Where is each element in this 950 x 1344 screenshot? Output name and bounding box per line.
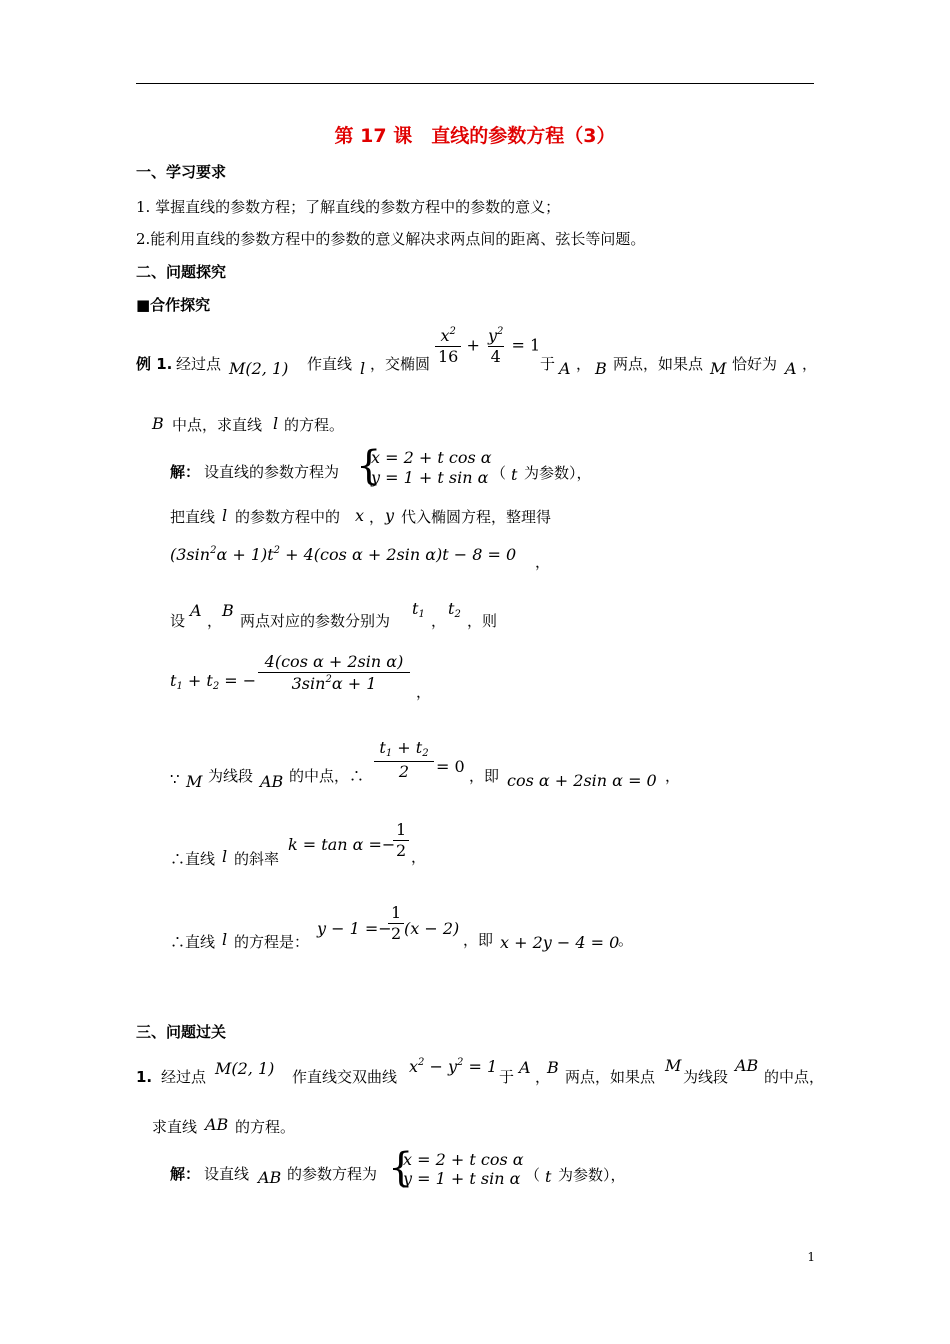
question-text: 经过点 xyxy=(161,1068,207,1086)
question-text: 两点，如果点 xyxy=(565,1068,656,1086)
question-number: 1. xyxy=(136,1068,153,1086)
solution-text: ，则 xyxy=(467,612,498,630)
math-var: B xyxy=(547,1058,559,1077)
math-var: B xyxy=(595,359,607,378)
punct: ， xyxy=(369,508,385,526)
math-point-m: M(2, 1) xyxy=(215,1059,275,1078)
math-var: A xyxy=(190,601,202,620)
question-text: 于 xyxy=(499,1068,515,1086)
sum-fraction: $\frac{\text{4(cos α + 2sin α)}}{3\sin^2\alpha + 1}$ xyxy=(258,654,410,692)
page-number: 1 xyxy=(807,1250,815,1264)
punct: ， xyxy=(416,683,432,701)
solution-text: 为线段 xyxy=(208,767,254,785)
example-text: 于 xyxy=(540,355,556,373)
param-eq-y: y = 1 + t sin α xyxy=(371,468,489,487)
math-var: B xyxy=(152,414,164,433)
math-result: cos α + 2sin α = 0 xyxy=(507,771,657,790)
math-point-m: M(2, 1) xyxy=(229,359,289,378)
requirement-item-1: 1. 掌握直线的参数方程；了解直线的参数方程中的参数的意义； xyxy=(136,198,561,216)
solution-text: 为参数）， xyxy=(524,464,592,482)
solution-label: 解： xyxy=(170,463,201,481)
math-var: t xyxy=(511,465,518,484)
math-var: A xyxy=(559,359,571,378)
example-text: 经过点 xyxy=(176,355,222,373)
slope-equation: k = tan α =− xyxy=(288,835,396,854)
subsection-heading: ■合作探究 xyxy=(136,296,211,314)
punct: ， xyxy=(411,848,427,866)
math-var: l xyxy=(360,359,366,378)
question-text: 作直线交双曲线 xyxy=(292,1068,398,1086)
midpoint-fraction: $\frac{t_1 + t_2}{2}$ xyxy=(374,740,434,780)
solution-text: 代入椭圆方程，整理得 xyxy=(401,508,552,526)
system-brace: { xyxy=(356,443,382,489)
solution-text: 的斜率 xyxy=(234,850,280,868)
header-rule xyxy=(136,83,814,84)
math-var: A xyxy=(785,359,797,378)
sum-lhs: $t_1 + t_2$ = − xyxy=(170,671,257,692)
solution-text: 设直线的参数方程为 xyxy=(204,463,340,481)
solution-text: 设直线 xyxy=(204,1165,250,1183)
math-var: AB xyxy=(205,1115,229,1134)
punct: ， xyxy=(576,355,592,373)
solution-text: ∴直线 xyxy=(170,850,216,868)
solution-text: 把直线 xyxy=(170,508,216,526)
system-brace: { xyxy=(388,1145,414,1191)
line-equation-fraction: $\frac{1}{2}$ xyxy=(388,905,404,942)
solution-text: 的参数方程为 xyxy=(287,1165,378,1183)
solution-text: ，即 xyxy=(463,931,494,949)
math-var: M xyxy=(186,772,203,791)
page-title: 第 17 课 直线的参数方程（3） xyxy=(334,125,616,147)
section-heading-1: 一、学习要求 xyxy=(136,163,227,181)
section-heading-2: 二、问题探究 xyxy=(136,263,227,281)
quadratic-equation: $(3\sin^2\alpha + 1)t^2 + 4(\cos$ α + 2sin α)t − 8 = 0 xyxy=(170,545,517,564)
math-var: A xyxy=(519,1058,531,1077)
punct: ， xyxy=(535,553,551,571)
question-text: 求直线 xyxy=(152,1118,198,1136)
line-equation-result: x + 2y − 4 = 0 xyxy=(500,933,620,952)
punct: 。 xyxy=(618,931,634,949)
example-label: 例 1. xyxy=(136,355,173,373)
math-var: B xyxy=(222,601,234,620)
because-symbol: ∵ xyxy=(170,770,180,788)
solution-text: （ xyxy=(525,1166,541,1184)
solution-text: （ xyxy=(491,464,507,482)
example-text: 作直线 xyxy=(307,355,353,373)
math-eq: = 0 xyxy=(436,757,465,776)
solution-text: 为参数）， xyxy=(558,1166,626,1184)
param-eq-y: y = 1 + t sin α xyxy=(403,1169,521,1188)
math-var: y xyxy=(385,506,395,525)
solution-text: 的中点，∴ xyxy=(289,767,365,785)
math-var: AB xyxy=(258,1168,282,1187)
example-text: 的方程。 xyxy=(284,416,345,434)
math-var: l xyxy=(273,414,279,433)
punct: ， xyxy=(535,1068,551,1086)
solution-label: 解： xyxy=(170,1165,201,1183)
punct: ， xyxy=(431,612,447,630)
param-eq-x: x = 2 + t cos α xyxy=(371,448,492,467)
example-text: 两点，如果点 xyxy=(613,355,704,373)
example-text: 恰好为 xyxy=(732,355,778,373)
math-var: AB xyxy=(260,772,284,791)
punct: ， xyxy=(665,767,681,785)
solution-text: 两点对应的参数分别为 xyxy=(240,612,391,630)
slope-fraction: $\frac{1}{2}$ xyxy=(393,822,409,859)
math-var: l xyxy=(222,506,228,525)
example-text: 中点，求直线 xyxy=(172,416,263,434)
section-heading-3: 三、问题过关 xyxy=(136,1023,227,1041)
solution-text: 的方程是： xyxy=(234,933,310,951)
question-text: 的方程。 xyxy=(235,1118,296,1136)
solution-text: ∴直线 xyxy=(170,933,216,951)
line-equation-right: (x − 2) xyxy=(404,919,460,938)
math-var: x xyxy=(355,506,365,525)
param-eq-x: x = 2 + t cos α xyxy=(403,1150,524,1169)
math-var: AB xyxy=(735,1056,759,1075)
math-var: $t_2$ xyxy=(448,599,461,620)
punct: ， xyxy=(802,355,818,373)
math-var: l xyxy=(222,930,228,949)
ellipse-equation: $\frac{x^2}{16}$ + $\frac{y^2}{4}$ = 1 xyxy=(435,327,540,365)
solution-text: ，即 xyxy=(469,767,500,785)
math-var: M xyxy=(665,1056,682,1075)
punct: ， xyxy=(207,612,223,630)
math-var: $t_1$ xyxy=(412,599,425,620)
question-text: 的中点， xyxy=(764,1068,825,1086)
example-text: ，交椭圆 xyxy=(370,355,431,373)
requirement-item-2: 2.能利用直线的参数方程中的参数的意义解决求两点间的距离、弦长等问题。 xyxy=(136,230,646,248)
math-var: M xyxy=(710,359,727,378)
solution-text: 设 xyxy=(170,612,186,630)
math-var: l xyxy=(222,847,228,866)
question-text: 为线段 xyxy=(683,1068,729,1086)
solution-text: 的参数方程中的 xyxy=(235,508,341,526)
math-var: t xyxy=(545,1167,552,1186)
line-equation-left: y − 1 =− xyxy=(317,919,392,938)
hyperbola-equation: $x^2 - y^2 = 1$ xyxy=(409,1057,498,1076)
